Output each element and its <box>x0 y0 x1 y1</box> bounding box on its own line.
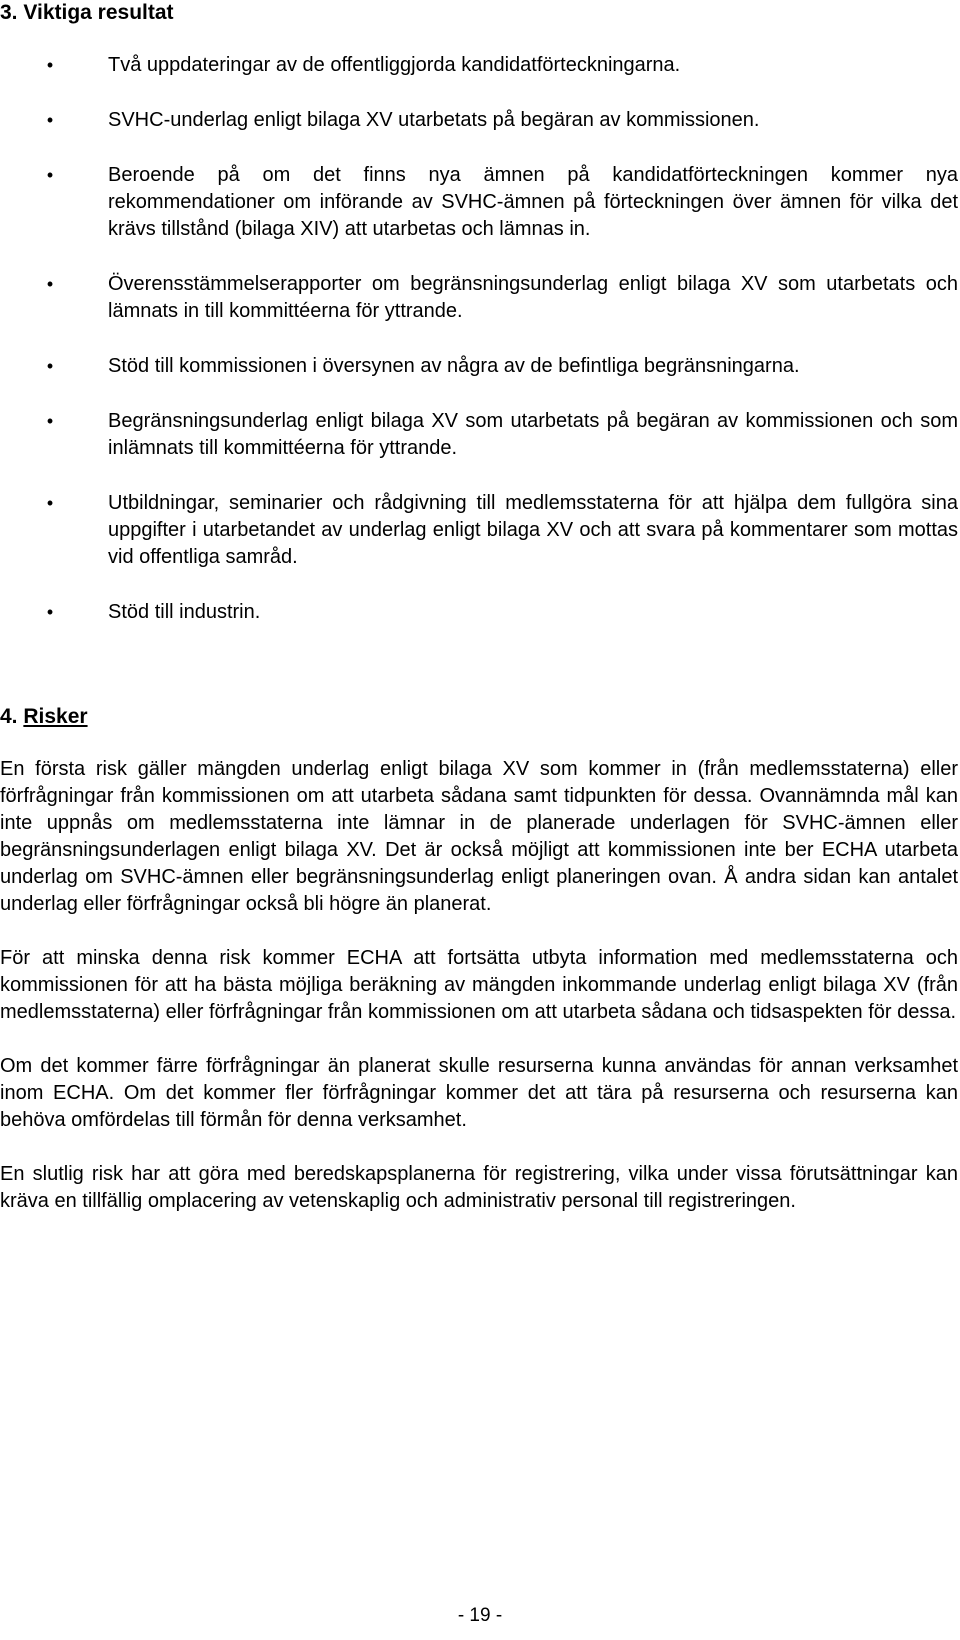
list-item <box>0 408 960 462</box>
section-title: Risker <box>23 705 88 728</box>
list-item-text: SVHC-underlag enligt bilaga XV utarbetats på begäran av kommissionen. <box>108 109 760 131</box>
bullet-icon: • <box>46 356 54 376</box>
section-heading-risks <box>0 704 88 730</box>
bullet-icon: • <box>46 411 54 431</box>
list-item-text: Två uppdateringar av de offentliggjorda kandidatförteckningarna. <box>108 54 681 76</box>
bullet-icon: • <box>46 110 54 130</box>
list-item <box>0 107 960 134</box>
page-number: - 19 - <box>457 1605 503 1626</box>
list-item-text: Stöd till kommissionen i översynen av några av de befintliga begränsningarna. <box>108 355 800 377</box>
list-item <box>0 162 960 243</box>
list-item-text: Begränsningsunderlag enligt bilaga XV som utarbetats på begäran av kommissionen och som inlämnats till kommittéerna för yttrande. <box>108 410 958 459</box>
bullet-icon: • <box>46 165 54 185</box>
list-item-text: Utbildningar, seminarier och rådgivning till medlemsstaterna för att hjälpa dem fullgöra sina uppgifter i utarbetandet av underlag enligt bilaga XV och att svara på kommentarer som mottas vid offentliga samråd. <box>108 492 958 568</box>
list-item <box>0 271 960 325</box>
section-number: 3. <box>0 1 18 24</box>
paragraph: En slutlig risk har att göra med beredskapsplanerna för registrering, vilka under vissa förutsättningar kan kräva en tillfällig omplacering av vetenskaplig och administrativ personal till registreringen. <box>0 1163 958 1212</box>
list-item <box>0 490 960 571</box>
paragraph: För att minska denna risk kommer ECHA att fortsätta utbyta information med medlemsstaterna och kommissionen för att ha bästa möjliga beräkning av mängden inkommande underlag enligt bilaga XV (från medlemsstaterna) eller förfrågningar från kommissionen om att utarbeta sådana och tidsaspekten för dessa. <box>0 947 958 1023</box>
section-number: 4. <box>0 705 18 728</box>
paragraph: En första risk gäller mängden underlag enligt bilaga XV som kommer in (från medlemsstaterna) eller förfrågningar från kommissionen om att utarbeta sådana samt tidpunkten för dessa. Ovannämnda mål kan inte uppnås om medlemsstaterna inte lämnar in de planerade underlagen för SVHC-ämnen eller begränsningsunderlagen enligt bilaga XV. Det är också möjligt att kommissionen inte ber ECHA utarbeta underlag om SVHC-ämnen eller begränsningsunderlag enligt planeringen ovan. Å andra sidan kan antalet underlag eller förfrågningar också bli högre än planerat. <box>0 758 958 915</box>
list-item-text: Stöd till industrin. <box>108 601 261 623</box>
section-heading-important-results <box>0 0 174 26</box>
list-item <box>0 599 960 626</box>
bullet-icon: • <box>46 493 54 513</box>
section-title: Viktiga resultat <box>23 1 174 24</box>
paragraph: Om det kommer färre förfrågningar än planerat skulle resurserna kunna användas för annan verksamhet inom ECHA. Om det kommer fler förfrågningar kommer det att tära på resurserna och resurserna kan behöva omfördelas till förmån för denna verksamhet. <box>0 1055 958 1131</box>
bullet-icon: • <box>46 55 54 75</box>
bullet-icon: • <box>46 602 54 622</box>
results-bullet-list <box>0 52 960 654</box>
list-item <box>0 52 960 79</box>
list-item-text: Överensstämmelserapporter om begränsningsunderlag enligt bilaga XV som utarbetats och lämnats in till kommittéerna för yttrande. <box>108 273 958 322</box>
risks-body <box>0 756 958 1242</box>
list-item-text: Beroende på om det finns nya ämnen på kandidatförteckningen kommer nya rekommendationer om införande av SVHC-ämnen på förteckningen över ämnen för vilka det krävs tillstånd (bilaga XIV) att utarbetas och lämnas in. <box>108 164 958 240</box>
bullet-icon: • <box>46 274 54 294</box>
list-item <box>0 353 960 380</box>
